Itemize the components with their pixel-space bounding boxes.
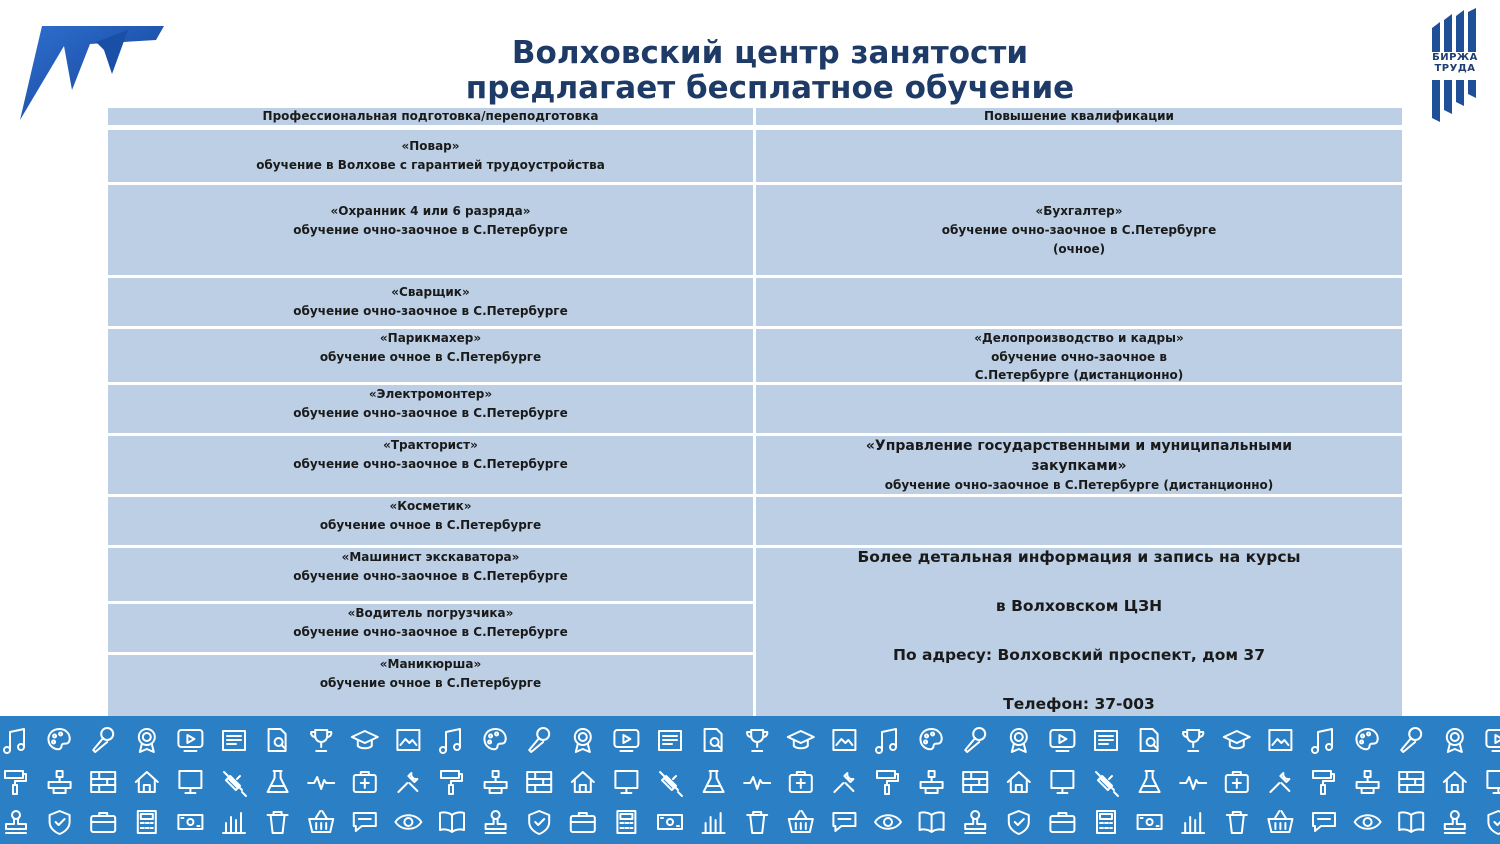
info-line: в Волховском ЦЗН bbox=[995, 597, 1163, 615]
empty-cell bbox=[756, 130, 1402, 182]
video-icon bbox=[178, 730, 202, 751]
syringe-icon bbox=[224, 772, 246, 796]
plumbing-icon bbox=[485, 771, 507, 793]
course-cell bbox=[756, 436, 1402, 494]
house-icon bbox=[136, 772, 158, 792]
graduation-cap-icon bbox=[352, 731, 378, 748]
info-line: Более детальная информация и запись на курсы bbox=[857, 548, 1301, 566]
briefcase-icon bbox=[571, 813, 595, 832]
icon-pattern bbox=[0, 716, 1500, 844]
plumbing-icon bbox=[1357, 771, 1379, 793]
bricks-icon bbox=[963, 772, 987, 792]
course-desc: обучение очно-заочное в С.Петербурге bbox=[293, 625, 568, 639]
palette-icon bbox=[48, 729, 69, 749]
newspaper-icon bbox=[1095, 731, 1117, 750]
course-cell bbox=[108, 604, 753, 652]
column-header-training: Профессиональная подготовка/переподготовка bbox=[108, 108, 753, 125]
chat-icon bbox=[833, 813, 855, 831]
bar-chart-icon bbox=[223, 813, 245, 833]
paint-roller-icon bbox=[5, 771, 26, 794]
course-name: «Косметик» bbox=[389, 499, 472, 513]
course-cell bbox=[108, 548, 753, 601]
course-cell bbox=[108, 655, 753, 716]
newspaper-icon bbox=[223, 731, 245, 750]
course-name: «Тракторист» bbox=[383, 438, 478, 452]
course-desc: обучение очно-заочное в С.Петербурге bbox=[941, 223, 1217, 237]
music-icon bbox=[876, 729, 896, 753]
course-name: «Бухгалтер» bbox=[1035, 204, 1123, 218]
cash-icon bbox=[178, 815, 202, 829]
agency-logo bbox=[18, 22, 168, 122]
course-name: «Сварщик» bbox=[391, 285, 470, 299]
award-icon bbox=[139, 729, 155, 752]
stamp-icon bbox=[1445, 811, 1465, 833]
empty-cell bbox=[756, 497, 1402, 545]
video-icon bbox=[614, 730, 638, 751]
course-note: (очное) bbox=[1052, 242, 1106, 256]
palette-icon bbox=[920, 729, 941, 749]
syringe-icon bbox=[660, 772, 682, 796]
course-desc: обучение в Волхове с гарантией трудоустройства bbox=[256, 158, 605, 172]
info-cell bbox=[756, 548, 1402, 716]
award-icon bbox=[575, 729, 591, 752]
course-cell bbox=[108, 329, 753, 382]
course-name: закупками» bbox=[1031, 458, 1127, 474]
syringe-icon bbox=[1096, 772, 1118, 796]
picture-icon bbox=[1269, 730, 1291, 750]
course-name: «Управление государственными и муниципальными bbox=[865, 438, 1293, 454]
trophy-icon bbox=[311, 730, 331, 751]
video-icon bbox=[1486, 730, 1500, 751]
trash-icon bbox=[747, 812, 767, 833]
course-name: «Электромонтер» bbox=[368, 387, 493, 401]
flask-icon bbox=[268, 771, 288, 792]
calculator-icon bbox=[1097, 811, 1115, 833]
tools-icon bbox=[1270, 773, 1289, 792]
trophy-icon bbox=[747, 730, 767, 751]
course-desc: С.Петербурге (дистанционно) bbox=[974, 368, 1184, 382]
trophy-icon bbox=[1183, 730, 1203, 751]
award-icon bbox=[1011, 729, 1027, 752]
course-cell bbox=[108, 497, 753, 545]
chat-icon bbox=[1313, 813, 1335, 831]
first-aid-icon bbox=[354, 772, 376, 792]
flask-icon bbox=[704, 771, 724, 792]
first-aid-icon bbox=[790, 772, 812, 792]
shield-icon bbox=[1009, 811, 1029, 834]
paint-roller-icon bbox=[1313, 771, 1334, 794]
book-icon bbox=[440, 812, 464, 832]
house-icon bbox=[1444, 772, 1466, 792]
newspaper-icon bbox=[659, 731, 681, 750]
course-name: «Парикмахер» bbox=[379, 331, 482, 345]
heartbeat-icon bbox=[1180, 777, 1206, 789]
info-phone: Телефон: 37-003 bbox=[1003, 695, 1155, 713]
brand-text bbox=[1428, 52, 1482, 74]
icon-band bbox=[0, 716, 1500, 844]
plumbing-icon bbox=[921, 771, 943, 793]
course-desc: обучение очно-заочное в С.Петербурге bbox=[293, 457, 568, 471]
course-cell bbox=[756, 329, 1402, 382]
briefcase-icon bbox=[1050, 813, 1074, 832]
chat-icon bbox=[354, 813, 376, 831]
course-name: «Маникюрша» bbox=[379, 657, 482, 671]
page-title bbox=[380, 36, 1160, 106]
music-icon bbox=[1312, 729, 1332, 753]
bar-chart-icon bbox=[703, 813, 725, 833]
palette-icon bbox=[1356, 729, 1377, 749]
stamp-icon bbox=[486, 811, 506, 833]
book-icon bbox=[920, 812, 944, 832]
document-search-icon bbox=[705, 729, 722, 751]
trash-icon bbox=[268, 812, 288, 833]
basket-icon bbox=[789, 811, 813, 832]
column-header-qualification: Повышение квалификации bbox=[756, 108, 1402, 125]
shield-icon bbox=[529, 811, 549, 834]
stamp-icon bbox=[965, 811, 985, 833]
course-name: «Машинист экскаватора» bbox=[341, 550, 520, 564]
calculator-icon bbox=[617, 811, 635, 833]
graduation-cap-icon bbox=[1224, 731, 1250, 748]
course-desc: обучение очно-заочное в С.Петербурге bbox=[293, 304, 568, 318]
first-aid-icon bbox=[1226, 772, 1248, 792]
basket-icon bbox=[1268, 811, 1292, 832]
calculator-icon bbox=[138, 811, 156, 833]
eye-icon bbox=[395, 815, 421, 829]
course-desc: обучение очно-заочное в С.Петербурге bbox=[293, 569, 568, 583]
bricks-icon bbox=[1399, 772, 1423, 792]
bar-chart-icon bbox=[1182, 813, 1204, 833]
course-desc: обучение очное в С.Петербурге bbox=[319, 518, 542, 532]
info-address: По адресу: Волховский проспект, дом 37 bbox=[892, 646, 1266, 664]
bricks-icon bbox=[527, 772, 551, 792]
course-desc: обучение очно-заочное в С.Петербурге (дистанционно) bbox=[884, 478, 1274, 492]
course-name: «Делопроизводство и кадры» bbox=[974, 331, 1184, 345]
brand-line-2: ТРУДА bbox=[1434, 63, 1476, 74]
shield-icon bbox=[50, 811, 70, 834]
course-desc: обучение очное в С.Петербурге bbox=[319, 350, 542, 364]
document-search-icon bbox=[269, 729, 286, 751]
eye-icon bbox=[1355, 815, 1381, 829]
microphone-icon bbox=[529, 728, 549, 752]
monitor-icon bbox=[1051, 771, 1073, 793]
music-icon bbox=[440, 729, 460, 753]
eye-icon bbox=[875, 815, 901, 829]
book-icon bbox=[1399, 812, 1423, 832]
cash-icon bbox=[658, 815, 682, 829]
paint-roller-icon bbox=[441, 771, 462, 794]
trash-icon bbox=[1227, 812, 1247, 833]
course-desc: обучение очно-заочное в С.Петербурге bbox=[293, 406, 568, 420]
course-name: «Охранник 4 или 6 разряда» bbox=[330, 204, 531, 218]
course-desc: обучение очно-заочное в bbox=[991, 350, 1167, 364]
tools-icon bbox=[398, 773, 417, 792]
course-desc: обучение очное в С.Петербурге bbox=[319, 676, 542, 690]
monitor-icon bbox=[1487, 771, 1500, 793]
flask-icon bbox=[1140, 771, 1160, 792]
empty-cell bbox=[756, 385, 1402, 433]
stamp-icon bbox=[6, 811, 26, 833]
plumbing-icon bbox=[49, 771, 71, 793]
heartbeat-icon bbox=[308, 777, 334, 789]
briefcase-icon bbox=[91, 813, 115, 832]
title-line-2: предлагает бесплатное обучение bbox=[465, 70, 1075, 106]
heartbeat-icon bbox=[744, 777, 770, 789]
shield-icon bbox=[1488, 811, 1500, 834]
document-search-icon bbox=[1141, 729, 1158, 751]
microphone-icon bbox=[93, 728, 113, 752]
video-icon bbox=[1050, 730, 1074, 751]
course-name: «Повар» bbox=[401, 139, 460, 153]
cash-icon bbox=[1138, 815, 1162, 829]
course-cell bbox=[108, 185, 753, 275]
course-cell bbox=[108, 385, 753, 433]
course-cell bbox=[108, 130, 753, 182]
tools-icon bbox=[834, 773, 853, 792]
monitor-icon bbox=[615, 771, 637, 793]
picture-icon bbox=[833, 730, 855, 750]
courses-table bbox=[108, 108, 1402, 716]
title-line-1: Волховский центр занятости bbox=[511, 35, 1029, 71]
house-icon bbox=[1008, 772, 1030, 792]
monitor-icon bbox=[179, 771, 201, 793]
award-icon bbox=[1447, 729, 1463, 752]
paint-roller-icon bbox=[877, 771, 898, 794]
bricks-icon bbox=[91, 772, 115, 792]
course-cell bbox=[756, 185, 1402, 275]
house-icon bbox=[572, 772, 594, 792]
course-name: «Водитель погрузчика» bbox=[347, 606, 514, 620]
course-cell bbox=[108, 436, 753, 494]
palette-icon bbox=[484, 729, 505, 749]
empty-cell bbox=[756, 278, 1402, 326]
graduation-cap-icon bbox=[788, 731, 814, 748]
brand-line-1: БИРЖА bbox=[1432, 52, 1478, 63]
microphone-icon bbox=[1401, 728, 1421, 752]
basket-icon bbox=[309, 811, 333, 832]
course-desc: обучение очно-заочное в С.Петербурге bbox=[293, 223, 568, 237]
picture-icon bbox=[397, 730, 419, 750]
microphone-icon bbox=[965, 728, 985, 752]
course-cell bbox=[108, 278, 753, 326]
music-icon bbox=[4, 729, 24, 753]
